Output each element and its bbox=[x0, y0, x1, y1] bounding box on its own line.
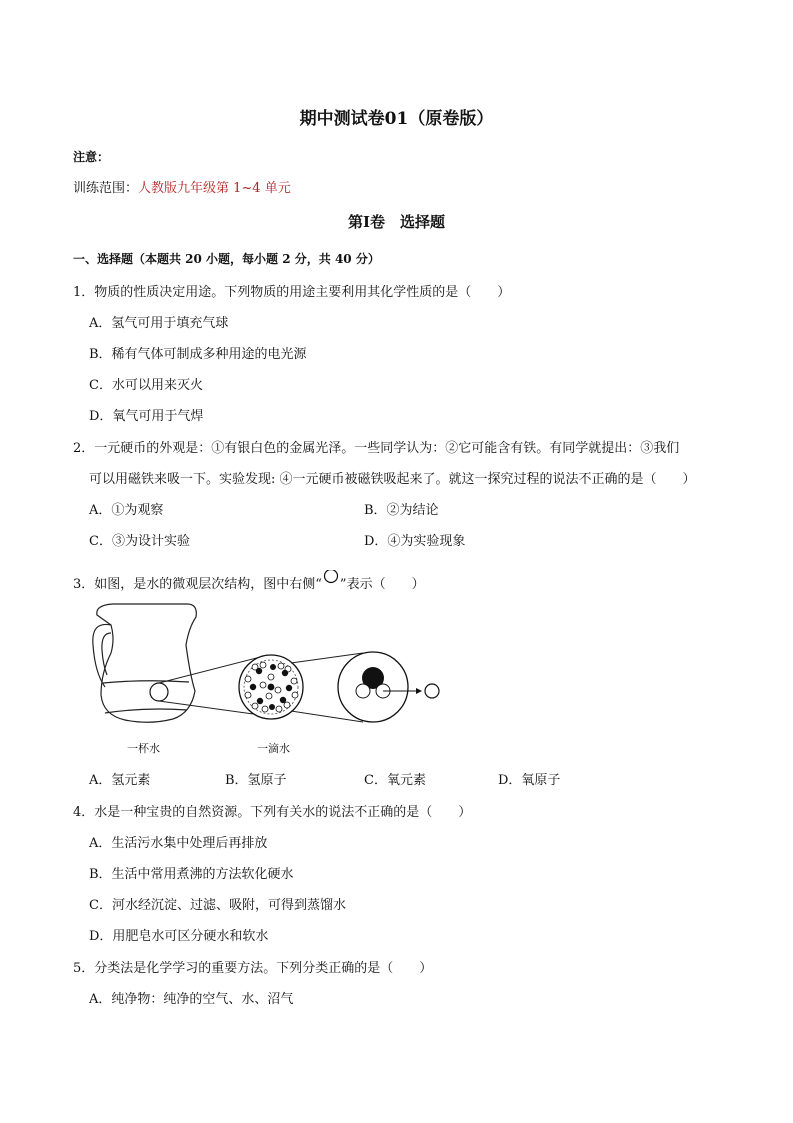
q4-option-c: C．河水经沉淀、过滤、吸附，可得到蒸馏水 bbox=[89, 898, 346, 913]
range-label: 训练范围： bbox=[73, 181, 139, 196]
q1-option-d: D．氧气可用于气焊 bbox=[89, 409, 204, 424]
q2-stem-line2: 可以用磁铁来吸一下。实验发现: ④一元硬币被磁铁吸起来了。就这一探究过程的说法不正确的是（ ） bbox=[89, 472, 696, 487]
section-title: 第Ⅰ卷 选择题 bbox=[347, 213, 446, 231]
q2-option-c: C．③为设计实验 bbox=[89, 534, 190, 549]
q3-option-a: A．氢元素 bbox=[89, 773, 151, 788]
section-header: 一、选择题（本题共 20 小题，每小题 2 分，共 40 分） bbox=[73, 252, 380, 266]
q5-option-a: A．纯净物：纯净的空气、水、沼气 bbox=[89, 992, 294, 1007]
q3-stem-post: ”表示（ ） bbox=[339, 577, 425, 592]
target-atom-circle bbox=[425, 684, 439, 698]
water-molecule-circle bbox=[338, 652, 439, 722]
q4-option-d: D．用肥皂水可区分硬水和软水 bbox=[89, 929, 269, 944]
q3-stem bbox=[73, 570, 425, 592]
q2-stem-line1: 2．一元硬币的外观是：①有银白色的金属光泽。一些同学认为：②它可能含有铁。有同学就提出：③我们 bbox=[73, 441, 680, 456]
q2-option-d: D．④为实验现象 bbox=[364, 534, 466, 549]
q3-option-d: D．氧原子 bbox=[498, 773, 561, 788]
q3-option-b: B．氢原子 bbox=[225, 773, 287, 788]
training-range bbox=[73, 177, 291, 196]
q3-caption-drop: 一滴水 bbox=[257, 742, 290, 755]
q3-stem-pre: 3．如图，是水的微观层次结构，图中右侧“ bbox=[73, 577, 322, 592]
jug-illustration bbox=[93, 604, 196, 722]
cup-zoom-circle bbox=[150, 683, 168, 701]
q1-stem: 1．物质的性质决定用途。下列物质的用途主要利用其化学性质的是（ ） bbox=[73, 285, 511, 300]
q3-caption-cup: 一杯水 bbox=[127, 742, 160, 755]
q2-option-a: A．①为观察 bbox=[89, 503, 164, 518]
q4-option-b: B．生活中常用煮沸的方法软化硬水 bbox=[89, 867, 294, 882]
q3-option-c: C．氧元素 bbox=[364, 773, 426, 788]
q1-option-b: B．稀有气体可制成多种用途的电光源 bbox=[89, 347, 307, 362]
water-microstructure-figure bbox=[85, 595, 455, 735]
q2-option-b: B．②为结论 bbox=[364, 503, 439, 518]
small-circle-icon bbox=[322, 570, 340, 586]
q5-stem: 5．分类法是化学学习的重要方法。下列分类正确的是（ ） bbox=[73, 961, 433, 976]
q4-option-a: A．生活污水集中处理后再排放 bbox=[89, 836, 268, 851]
q4-stem: 4．水是一种宝贵的自然资源。下列有关水的说法不正确的是（ ） bbox=[73, 805, 472, 820]
q1-option-a: A．氢气可用于填充气球 bbox=[89, 316, 229, 331]
page-title: 期中测试卷01（原卷版） bbox=[299, 109, 494, 129]
range-value: 人教版九年级第 1~4 单元 bbox=[138, 181, 291, 196]
note-label: 注意： bbox=[73, 150, 110, 164]
q1-option-c: C．水可以用来灭火 bbox=[89, 378, 203, 393]
drop-molecules-circle bbox=[239, 655, 303, 719]
